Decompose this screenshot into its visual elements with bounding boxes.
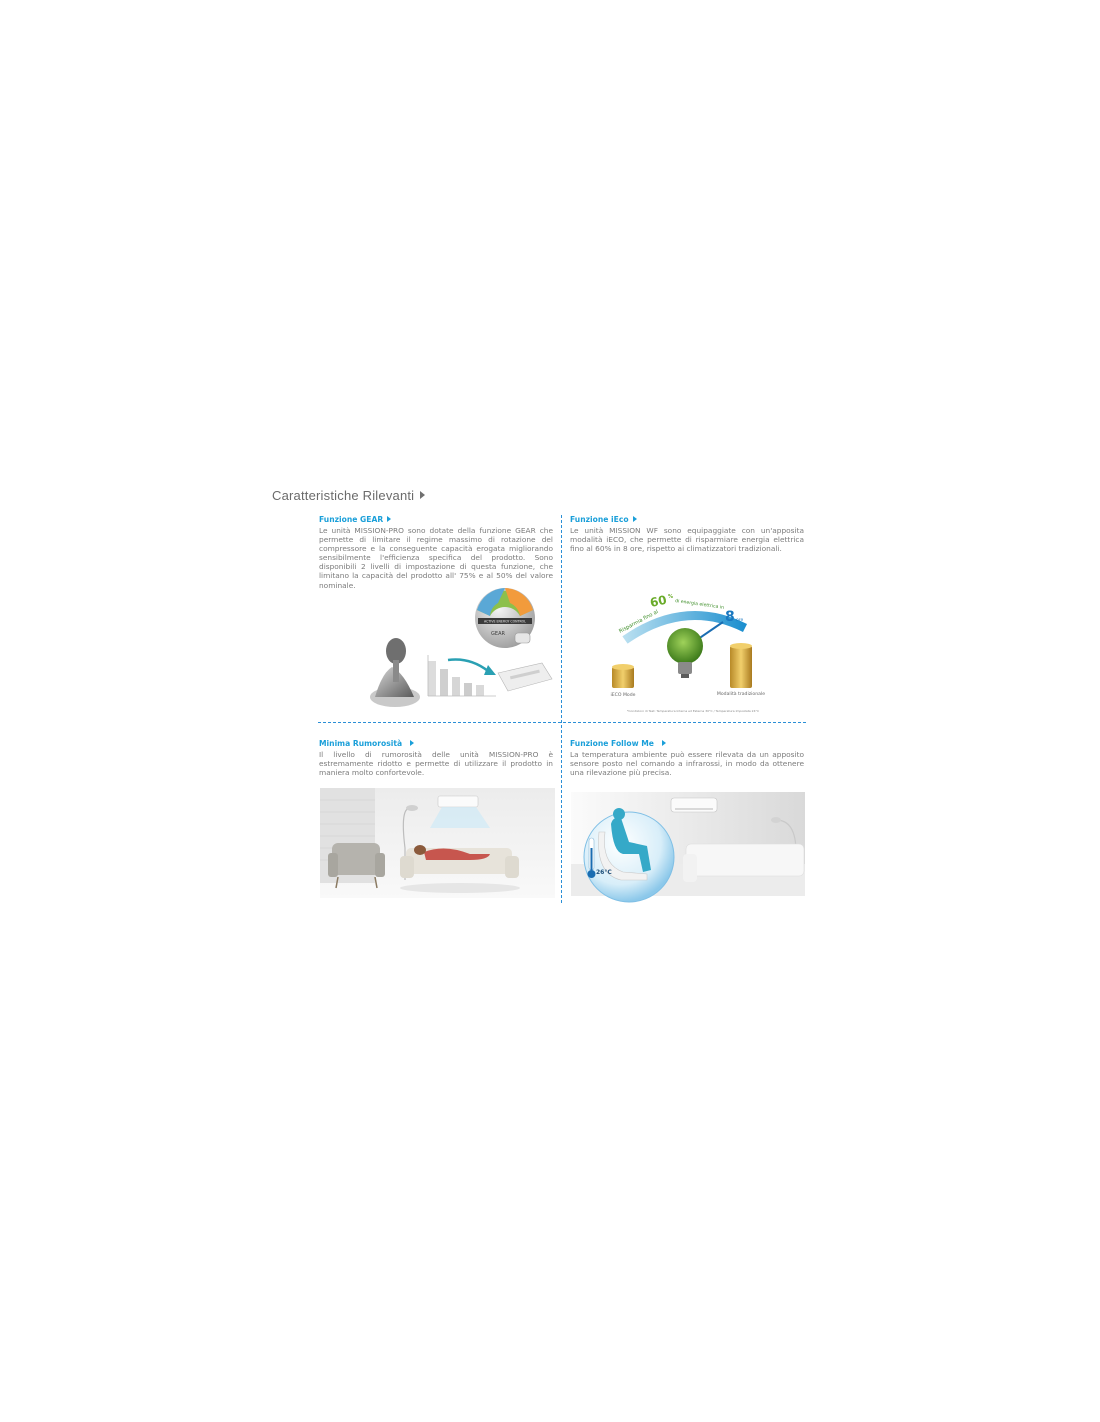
section-ieco [570,515,804,553]
section-text: Le unità MISSION-PRO sono dotate della funzione GEAR che permette di limitare il regime massimo di rotazione del compressore e la conseguente capacità erogata migliorando sensibilmente l'efficienza specifica del prodotto. Sono disponibili 2 livelli di impostazione di questa funzione, che limitano la capacità del prodotto all' 75% e al 50% del valore nominale. [319,526,553,590]
horizontal-divider [318,722,806,723]
arc-middle-text: di energia elettrica in [674,599,725,611]
section-heading: Minima Rumorosità [319,739,553,748]
living-room-image [320,788,555,898]
arrow-right-icon [420,491,425,499]
section-text: La temperatura ambiente può essere rilevata da un apposito sensore posto nel comando a infrarossi, in modo da ottenere una rilevazione più precisa. [570,750,804,778]
footnote: *Condizioni di Test: Temperatura Interna ed Esterna 30°C / Temperatura Impostata 24°C [626,709,760,713]
section-text: Il livello di rumorosità delle unità MISSION-PRO è estremamente ridotto e permette di utilizzare il prodotto in maniera molto confortevole. [319,750,553,778]
temperature-label: 26°C [596,869,612,876]
hours-value: 8 [725,609,735,625]
percent-unit: % [668,594,674,600]
section-gear [319,515,553,590]
label-right: Modalità tradizionale [716,692,766,697]
ieco-energy-graphic [595,588,790,718]
arc-prefix-text: Risparmia fino al [618,609,660,635]
section-followme [570,739,804,777]
hours-unit: ore [736,618,744,623]
section-text: Le unità MISSION WF sono equipaggiate con un'apposita modalità iECO, che permette di risparmiare energia elettrica fino al 60% in 8 ore, rispetto ai climatizzatori tradizionali. [570,526,804,554]
section-heading: Funzione iEco [570,515,804,524]
arrow-right-icon [662,740,666,746]
follow-me-image [571,792,805,904]
percent-value: 60 [648,592,668,610]
arrow-right-icon [633,516,637,522]
arrow-right-icon [410,740,414,746]
gear-illustration [370,585,555,715]
page-title: Caratteristiche Rilevanti [272,488,425,503]
section-noise [319,739,553,777]
arrow-right-icon [387,516,391,522]
section-heading: Funzione GEAR [319,515,553,524]
label-left: iECO Mode [610,693,636,698]
gear-label: GEAR [491,631,505,637]
dial-label: ACTIVE ENERGY CONTROL [484,619,526,624]
section-heading: Funzione Follow Me [570,739,804,748]
coin-stack-left [612,664,634,688]
coin-stack-right [730,643,752,688]
vertical-divider [561,515,562,903]
